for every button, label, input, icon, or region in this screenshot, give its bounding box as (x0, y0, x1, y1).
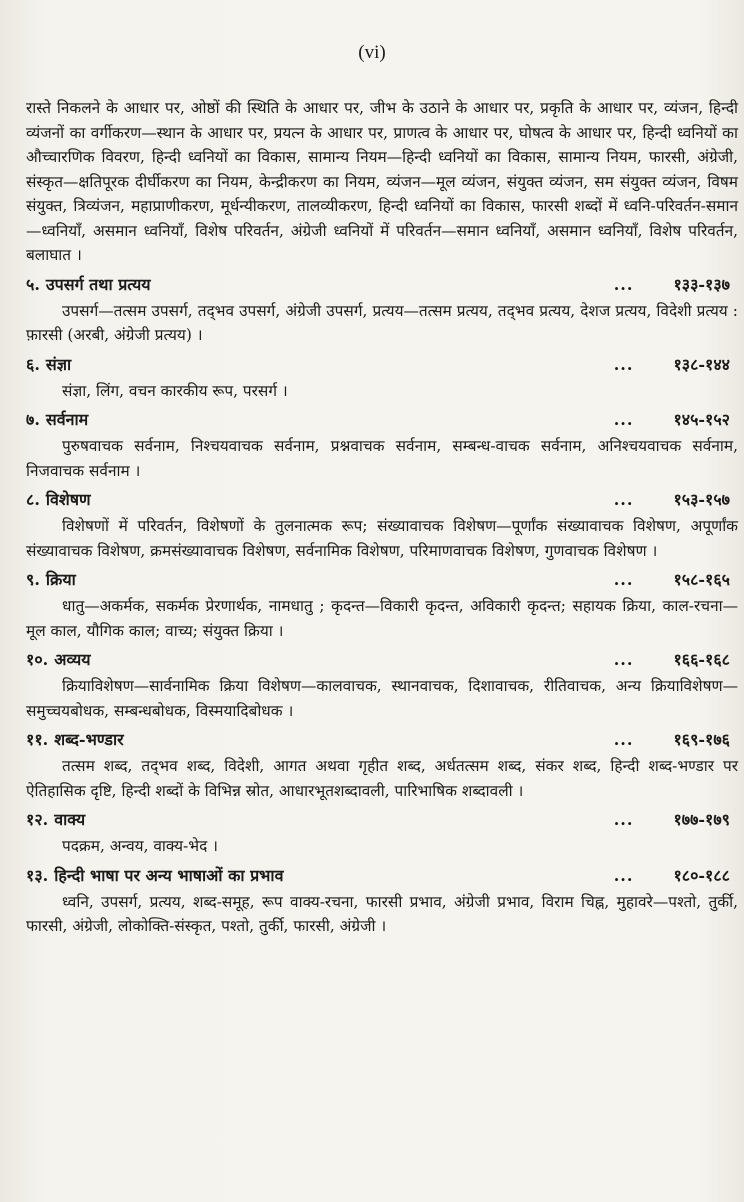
section-description: धातु—अकर्मक, सकर्मक प्रेरणार्थक, नामधातु ; कृदन्त—विकारी कृदन्त, अविकारी कृदन्त; सहायक क्रिया, काल-रचना—मूल काल, यौगिक काल; वाच्य; संयुक्त क्रिया । (26, 597, 738, 640)
section-description: क्रियाविशेषण—सार्वनामिक क्रिया विशेषण—कालवाचक, स्थानवाचक, दिशावाचक, रीतिवाचक, अन्य क्रियाविशेषण—समुच्चयबोधक, सम्बन्धबोधक, विस्मयादिबोधक । (26, 677, 738, 720)
section-heading-left (26, 488, 91, 512)
page-range: १३८-१४४ (673, 354, 730, 374)
section-heading-right (614, 648, 730, 672)
section-heading (26, 864, 738, 888)
page-range: १८०-१८८ (673, 865, 730, 885)
section-heading-right (614, 568, 730, 592)
section-heading-left (26, 353, 71, 377)
page-range: १६६-१६८ (673, 650, 730, 669)
section-description: उपसर्ग—तत्सम उपसर्ग, तद्‌भव उपसर्ग, अंग्रेजी उपसर्ग, प्रत्यय—तत्सम प्रत्यय, तद्‌भव प्रत्यय, देशज प्रत्यय, विदेशी प्रत्यय : फ़ारसी (अरबी, अंग्रेजी प्रत्यय) । (26, 301, 738, 344)
page-range: १६९-१७६ (673, 730, 730, 749)
section-number: ७. (26, 410, 40, 429)
section-description: विशेषणों में परिवर्तन, विशेषणों के तुलनात्मक रूप; संख्यावाचक विशेषण—पूर्णांक संख्यावाचक विशेषण, अपूर्णांक संख्यावाचक विशेषण, क्रमसंख्यावाचक विशेषण, सर्वनामिक विशेषण, परिमाणवाचक विशेषण, गुणवाचक विशेषण । (26, 517, 738, 560)
section-heading-right (614, 728, 730, 752)
toc-section (26, 408, 738, 483)
leader-dots: ... (613, 730, 634, 749)
leader-dots: ... (613, 354, 634, 374)
toc-section (26, 864, 738, 939)
toc-section (26, 488, 738, 563)
page-range: १५८-१६५ (673, 570, 730, 589)
section-title: वाक्य (54, 810, 86, 829)
section-heading-left (26, 648, 90, 672)
section-description: ध्वनि, उपसर्ग, प्रत्यय, शब्द-समूह, रूप वाक्य-रचना, फारसी प्रभाव, अंग्रेजी प्रभाव, विराम चिह्न, मुहावरे—पश्तो, तुर्की, फारसी, अंग्रेजी, लोकोक्ति-संस्कृत, पश्तो, तुर्की, फारसी, अंग्रेजी । (26, 892, 738, 935)
section-heading-right (614, 408, 730, 432)
section-heading-right (614, 864, 730, 888)
section-description: पुरुषवाचक सर्वनाम, निश्चयवाचक सर्वनाम, प्रश्नवाचक सर्वनाम, सम्बन्ध-वाचक सर्वनाम, अनिश्चयवाचक सर्वनाम, निजवाचक सर्वनाम । (26, 437, 738, 480)
section-number: १२. (26, 810, 49, 829)
page-range: १७७-१७९ (673, 810, 730, 829)
leader-dots: ... (613, 274, 634, 294)
leader-dots: ... (613, 650, 634, 669)
toc-section (26, 568, 738, 643)
section-number: ९. (26, 570, 40, 589)
toc-section (26, 728, 738, 803)
toc-section (26, 273, 738, 348)
section-heading-left (26, 568, 76, 592)
section-heading (26, 488, 738, 512)
section-title: शब्द-भण्डार (54, 730, 124, 749)
toc-section (26, 808, 738, 859)
section-heading (26, 808, 738, 832)
section-heading-left (26, 808, 85, 832)
leader-dots: ... (613, 810, 634, 829)
section-heading-left (26, 273, 151, 297)
section-heading (26, 408, 738, 432)
page-number: (vi) (358, 42, 386, 63)
section-title: सर्वनाम (45, 410, 89, 429)
section-heading-right (614, 808, 730, 832)
section-heading-right (614, 353, 730, 377)
section-title: विशेषण (45, 490, 91, 509)
section-title: हिन्दी भाषा पर अन्य भाषाओं का प्रभाव (54, 865, 284, 885)
section-description: पदक्रम, अन्वय, वाक्य-भेद । (62, 837, 218, 855)
section-heading-right (614, 273, 730, 297)
section-heading (26, 648, 738, 672)
section-number: ५. (26, 274, 40, 294)
section-heading (26, 568, 738, 592)
sections-list (26, 273, 738, 939)
toc-section (26, 648, 738, 723)
leader-dots: ... (613, 865, 634, 885)
section-description: संज्ञा, लिंग, वचन कारकीय रूप, परसर्ग । (62, 381, 288, 400)
leader-dots: ... (613, 410, 634, 429)
intro-paragraph: रास्ते निकलने के आधार पर, ओष्ठों की स्थिति के आधार पर, जीभ के उठाने के आधार पर, प्रकृति के आधार पर, व्यंजन, हिन्दी व्यंजनों का वर्गीकरण—स्थान के आधार पर, प्रयत्न के आधार पर, प्राणत्व के आधार पर, घोषत्व के आधार पर, हिन्दी ध्वनियों का औच्चारणिक विवरण, हिन्दी ध्वनियों का विकास, सामान्य नियम—हिन्दी ध्वनियों का विकास, सामान्य नियम, फारसी, अंग्रेजी, संस्कृत—क्षतिपूरक दीर्घीकरण का नियम, केन्द्रीकरण का नियम, व्यंजन—मूल व्यंजन, संयुक्त व्यंजन, सम संयुक्त व्यंजन, विषम संयुक्त, त्रिव्यंजन, महाप्राणीकरण, मूर्धन्यीकरण, तालव्यीकरण, हिन्दी ध्वनियों का विकास, फारसी शब्दों में ध्वनि-परिवर्तन-समान—ध्वनियाँ, असमान ध्वनियाँ, विशेष परिवर्तन, अंग्रेजी ध्वनियों में परिवर्तन—समान ध्वनियाँ, असमान ध्वनियाँ, विशेष परिवर्तन, बलाघात । (26, 99, 738, 264)
page-range: १४५-१५२ (673, 410, 730, 429)
section-heading (26, 273, 738, 297)
section-number: ६. (26, 354, 40, 374)
section-heading (26, 728, 738, 752)
section-heading-left (26, 864, 283, 888)
section-number: ८. (26, 490, 40, 509)
section-heading-right (614, 488, 730, 512)
section-title: उपसर्ग तथा प्रत्यय (45, 274, 151, 294)
section-number: १३. (26, 865, 49, 885)
toc-section (26, 353, 738, 404)
section-heading-left (26, 728, 124, 752)
page-range: १३३-१३७ (673, 274, 730, 294)
section-title: क्रिया (45, 570, 76, 589)
leader-dots: ... (613, 490, 634, 509)
table-of-contents (26, 96, 738, 939)
section-heading-left (26, 408, 88, 432)
section-heading (26, 353, 738, 377)
section-title: अव्यय (54, 650, 91, 669)
page-range: १५३-१५७ (673, 490, 730, 509)
section-number: १०. (26, 650, 49, 669)
section-number: ११. (26, 730, 49, 749)
leader-dots: ... (613, 570, 634, 589)
section-title: संज्ञा (45, 354, 72, 374)
section-description: तत्सम शब्द, तद्‌भव शब्द, विदेशी, आगत अथवा गृहीत शब्द, अर्धतत्सम शब्द, संकर शब्द, हिन्दी शब्द-भण्डार पर ऐतिहासिक दृष्टि, हिन्दी शब्दों के विभिन्न स्रोत, आधारभूतशब्दावली, पारिभाषिक शब्दावली । (26, 757, 738, 800)
